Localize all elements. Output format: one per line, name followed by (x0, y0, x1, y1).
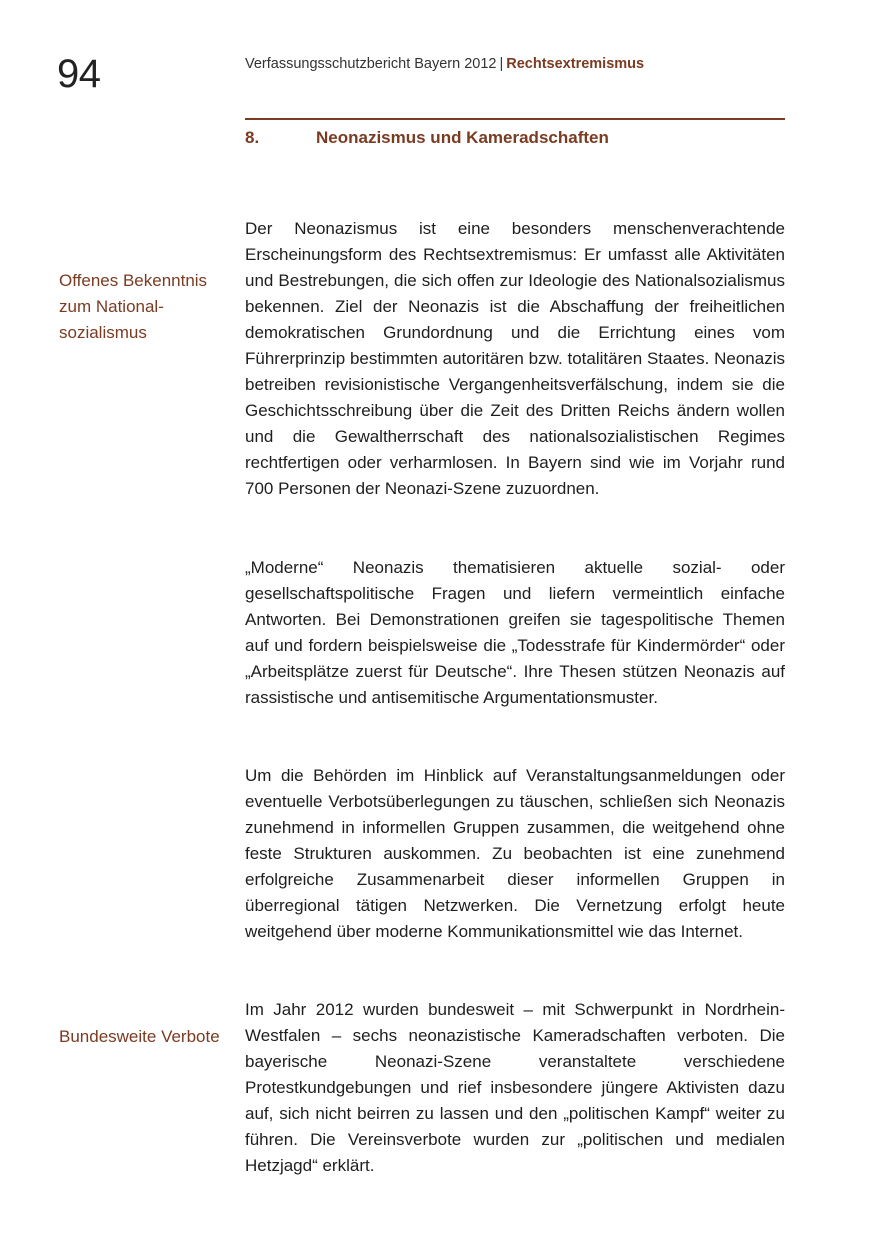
body-paragraph: Der Neonazismus ist eine besonders menschenverachtende Erscheinungsform des Rechtsextremismus: Er umfasst alle Aktivitäten und Bestrebungen, die sich offen zur Ideologie des Nationalsozialismus bekennen. Ziel der Neonazis ist die Abschaffung der freiheitlichen demokratischen Grundordnung und die Errichtung eines vom Führerprinzip bestimmten autoritären bzw. totalitären Staates. Neonazis betreiben revisionistische Vergangenheitsverfälschung, indem sie die Geschichtsschreibung über die Zeit des Dritten Reichs ändern wollen und die Gewaltherrschaft des nationalsozialistischen Regimes rechtfertigen oder verharmlosen. In Bayern sind wie im Vorjahr rund 700 Personen der Neonazi-Szene zuzuordnen. (245, 219, 785, 498)
chapter-heading (245, 128, 609, 148)
section-title: Rechtsextremismus (506, 56, 645, 72)
page-number: 94 (57, 52, 101, 96)
header-rule (245, 118, 785, 120)
body-paragraph: „Moderne“ Neonazis thematisieren aktuelle sozial- oder gesellschaftspolitische Fragen und liefern vermeintlich einfache Antworten. Bei Demonstrationen greifen sie tagespolitische Themen auf und fordern beispielsweise die „Todesstrafe für Kindermörder“ oder „Arbeitsplätze zuerst für Deutsche“. Ihre Thesen stützen Neonazis auf rassistische und antisemitische Argumentationsmuster. (245, 558, 785, 707)
margin-note: Bundesweite Verbote (59, 1027, 220, 1046)
chapter-number: 8. (245, 128, 260, 147)
chapter-title: Neonazismus und Kameradschaften (316, 128, 609, 147)
margin-note: Offenes Bekenntnis zum Nationalsozialismus (59, 271, 208, 342)
running-header (245, 55, 644, 73)
body-paragraph: Um die Behörden im Hinblick auf Veranstaltungsanmeldungen oder eventuelle Verbotsüberlegungen zu täuschen, schließen sich Neonazis zunehmend in informellen Gruppen zusammen, die weitgehend ohne feste Strukturen auskommen. Zu beobachten ist eine zunehmend erfolgreiche Zusammenarbeit dieser informellen Gruppen in überregional tätigen Netzwerken. Die Vernetzung erfolgt heute weitgehend über moderne Kommunikationsmittel wie das Internet. (245, 766, 785, 941)
publication-title: Verfassungsschutzbericht Bayern 2012 (245, 56, 497, 72)
header-separator: | (499, 56, 504, 72)
body-paragraph: Im Jahr 2012 wurden bundesweit – mit Schwerpunkt in Nordrhein-Westfalen – sechs neonazistische Kameradschaften verboten. Die bayerische Neonazi-Szene veranstaltete verschiedene Protestkundgebungen und rief insbesondere jüngere Aktivisten dazu auf, sich nicht beirren zu lassen und den „politischen Kampf“ weiter zu führen. Die Vereinsverbote wurden zur „politischen und medialen Hetzjagd“ erklärt. (245, 1000, 785, 1175)
